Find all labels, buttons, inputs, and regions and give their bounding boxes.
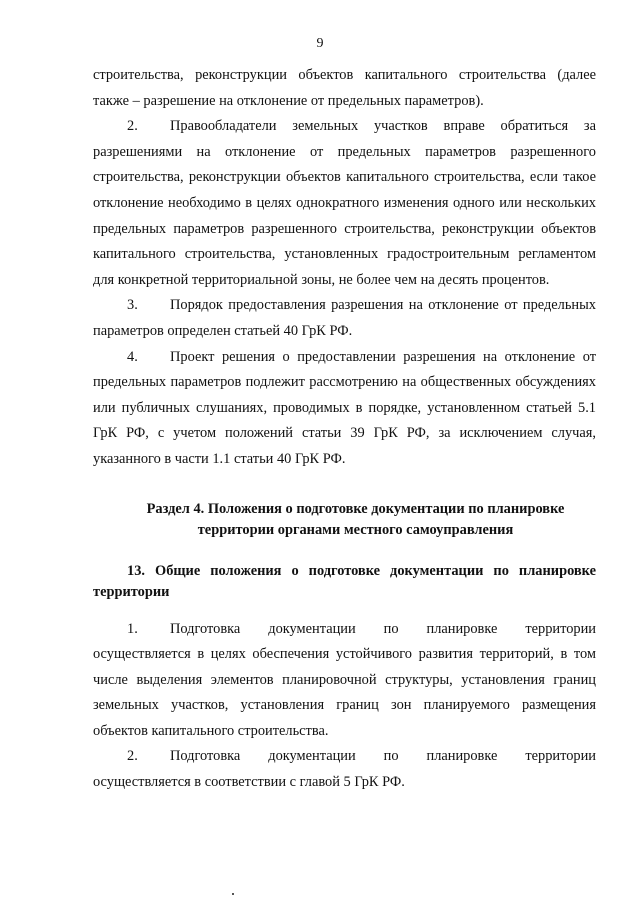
page-number: 9 <box>316 36 324 51</box>
paragraph-item-2 <box>93 114 596 293</box>
item-text: Правообладатели земельных участков вправе обратиться за разрешениями на отклонение от предельных параметров разрешенного строительства, реконструкции объектов капитального строительства, если такое отклонение необходимо в целях однократного изменения одного или нескольких предельных параметров разрешенного строительства, реконструкции объектов капитального строительства, установленных градостроительным регламентом для конкретной территориальной зоны, не более чем на десять процентов. <box>93 118 596 288</box>
item-number: 1. <box>127 620 138 637</box>
subsection-heading: 13. Общие положения о подготовке документации по планировке территории <box>93 562 596 600</box>
document-body <box>93 63 596 796</box>
paragraph-item-3 <box>93 293 596 344</box>
paragraph-sub-item-1 <box>93 617 596 745</box>
item-text: Подготовка документации по планировке территории осуществляется в соответствии с главой 5 ГрК РФ. <box>93 748 596 791</box>
item-text: Проект решения о предоставлении разрешения на отклонение от предельных параметров подлежит рассмотрению на общественных обсуждениях или публичных слушаниях, проводимых в порядке, установленном статьей 5.1 ГрК РФ, с учетом положений статьи 39 ГрК РФ, за исключением случая, указанного в части 1.1 статьи 40 ГрК РФ. <box>93 348 596 467</box>
paragraph-item-4 <box>93 345 596 473</box>
item-text: Порядок предоставления разрешения на отклонение от предельных параметров определен статьей 40 ГрК РФ. <box>93 297 596 339</box>
paragraph-sub-item-2 <box>93 744 596 795</box>
section-heading <box>93 499 596 541</box>
item-number: 3. <box>127 297 138 314</box>
continuation-paragraph: строительства, реконструкции объектов капитального строительства (далее также – разрешение на отклонение от предельных параметров). <box>93 67 596 109</box>
item-number: 2. <box>127 748 138 765</box>
item-number: 2. <box>127 118 138 135</box>
section-heading-line-2: территории органами местного самоуправления <box>197 521 514 538</box>
item-number: 4. <box>127 348 138 365</box>
scan-speck <box>232 893 234 895</box>
item-text: Подготовка документации по планировке территории осуществляется в целях обеспечения устойчивого развития территорий, в том числе выделения элементов планировочной структуры, установления границ земельных участков, установления границ зон планируемого размещения объектов капитального строительства. <box>93 620 596 739</box>
section-heading-line-1: Раздел 4. Положения о подготовке документации по планировке <box>146 500 565 517</box>
